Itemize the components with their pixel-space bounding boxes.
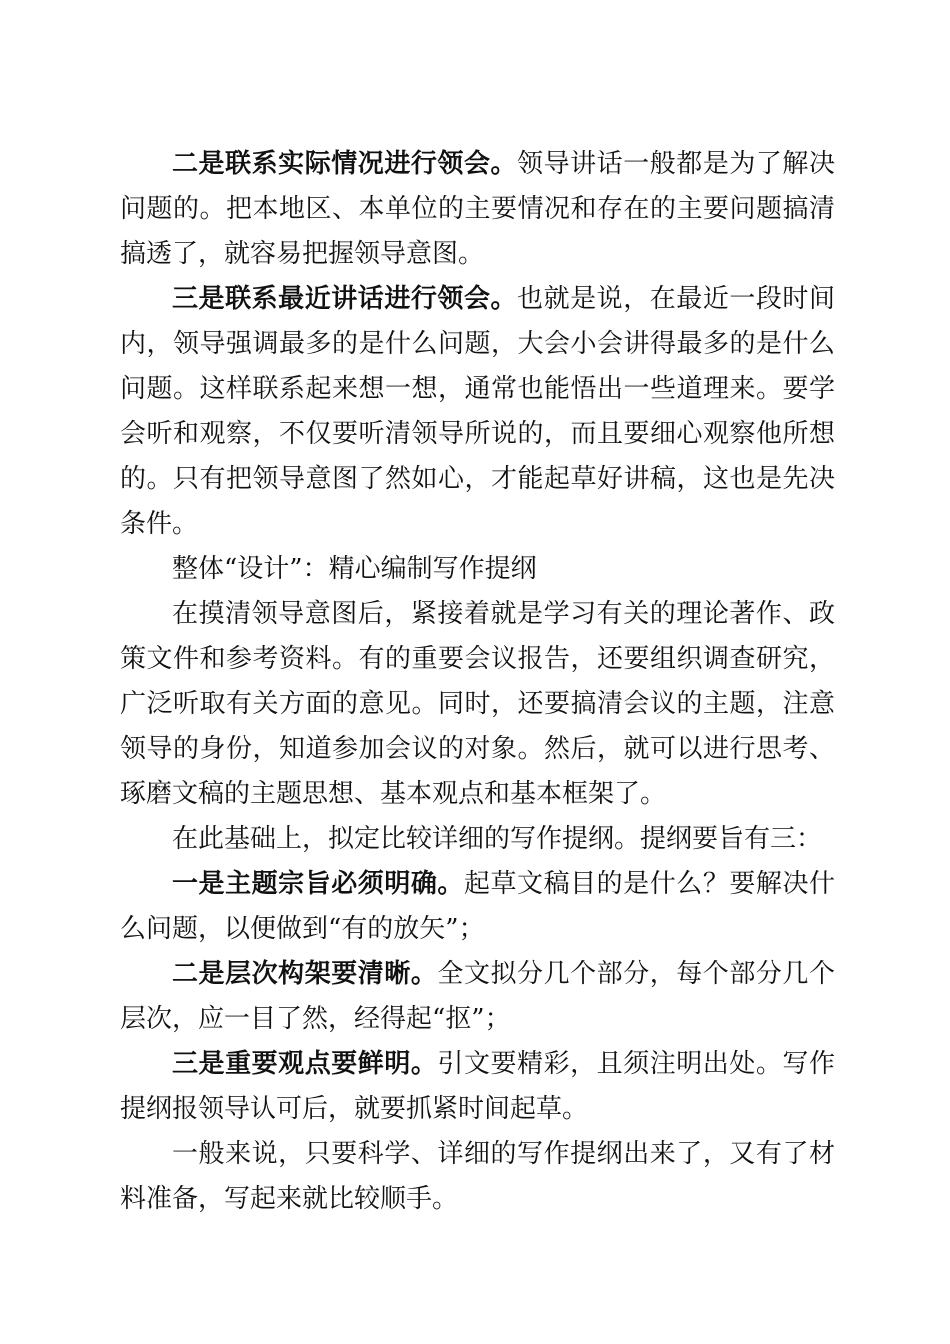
paragraph-conclusion — [120, 1132, 835, 1222]
paragraph-outline-point-three — [120, 1042, 835, 1132]
paragraph-text: 在此基础上，拟定比较详细的写作提纲。提纲要旨有三： — [172, 824, 823, 854]
paragraph-point-two — [120, 142, 835, 277]
paragraph-text: 领导讲话一般都是为了解决问题的。把本地区、本单位的主要情况和存在的主要问题搞清搞透了，就容易把握领导意图。 — [120, 149, 835, 269]
section-heading — [120, 547, 835, 592]
paragraph-outline-intro — [120, 817, 835, 862]
section-heading-text: 整体“设计”：精心编制写作提纲 — [172, 554, 537, 584]
document-page — [120, 142, 835, 1222]
paragraph-lead: 三是重要观点要鲜明。 — [172, 1049, 438, 1079]
paragraph-point-three — [120, 277, 835, 547]
paragraph-lead: 二是层次构架要清晰。 — [172, 959, 438, 989]
paragraph-outline-point-one — [120, 862, 835, 952]
paragraph-text: 引文要精彩，且须注明出处。写作提纲报领导认可后，就要抓紧时间起草。 — [120, 1049, 835, 1124]
paragraph-lead: 二是联系实际情况进行领会。 — [172, 149, 518, 179]
paragraph-outline-point-two — [120, 952, 835, 1042]
paragraph-text: 全文拟分几个部分，每个部分几个层次，应一目了然，经得起“抠”； — [120, 959, 835, 1034]
paragraph-text: 起草文稿目的是什么？要解决什么问题，以便做到“有的放矢”； — [120, 869, 835, 944]
paragraph-text: 一般来说，只要科学、详细的写作提纲出来了，又有了材料准备，写起来就比较顺手。 — [120, 1139, 835, 1214]
paragraph-lead: 三是联系最近讲话进行领会。 — [172, 284, 518, 314]
paragraph-research — [120, 592, 835, 817]
paragraph-text: 也就是说，在最近一段时间内，领导强调最多的是什么问题，大会小会讲得最多的是什么问题。这样联系起来想一想，通常也能悟出一些道理来。要学会听和观察，不仅要听清领导所说的，而且要细心观察他所想的。只有把领导意图了然如心，才能起草好讲稿，这也是先决条件。 — [120, 284, 835, 539]
paragraph-text: 在摸清领导意图后，紧接着就是学习有关的理论著作、政策文件和参考资料。有的重要会议报告，还要组织调查研究，广泛听取有关方面的意见。同时，还要搞清会议的主题，注意领导的身份，知道参加会议的对象。然后，就可以进行思考、琢磨文稿的主题思想、基本观点和基本框架了。 — [120, 599, 835, 809]
paragraph-lead: 一是主题宗旨必须明确。 — [172, 869, 464, 899]
